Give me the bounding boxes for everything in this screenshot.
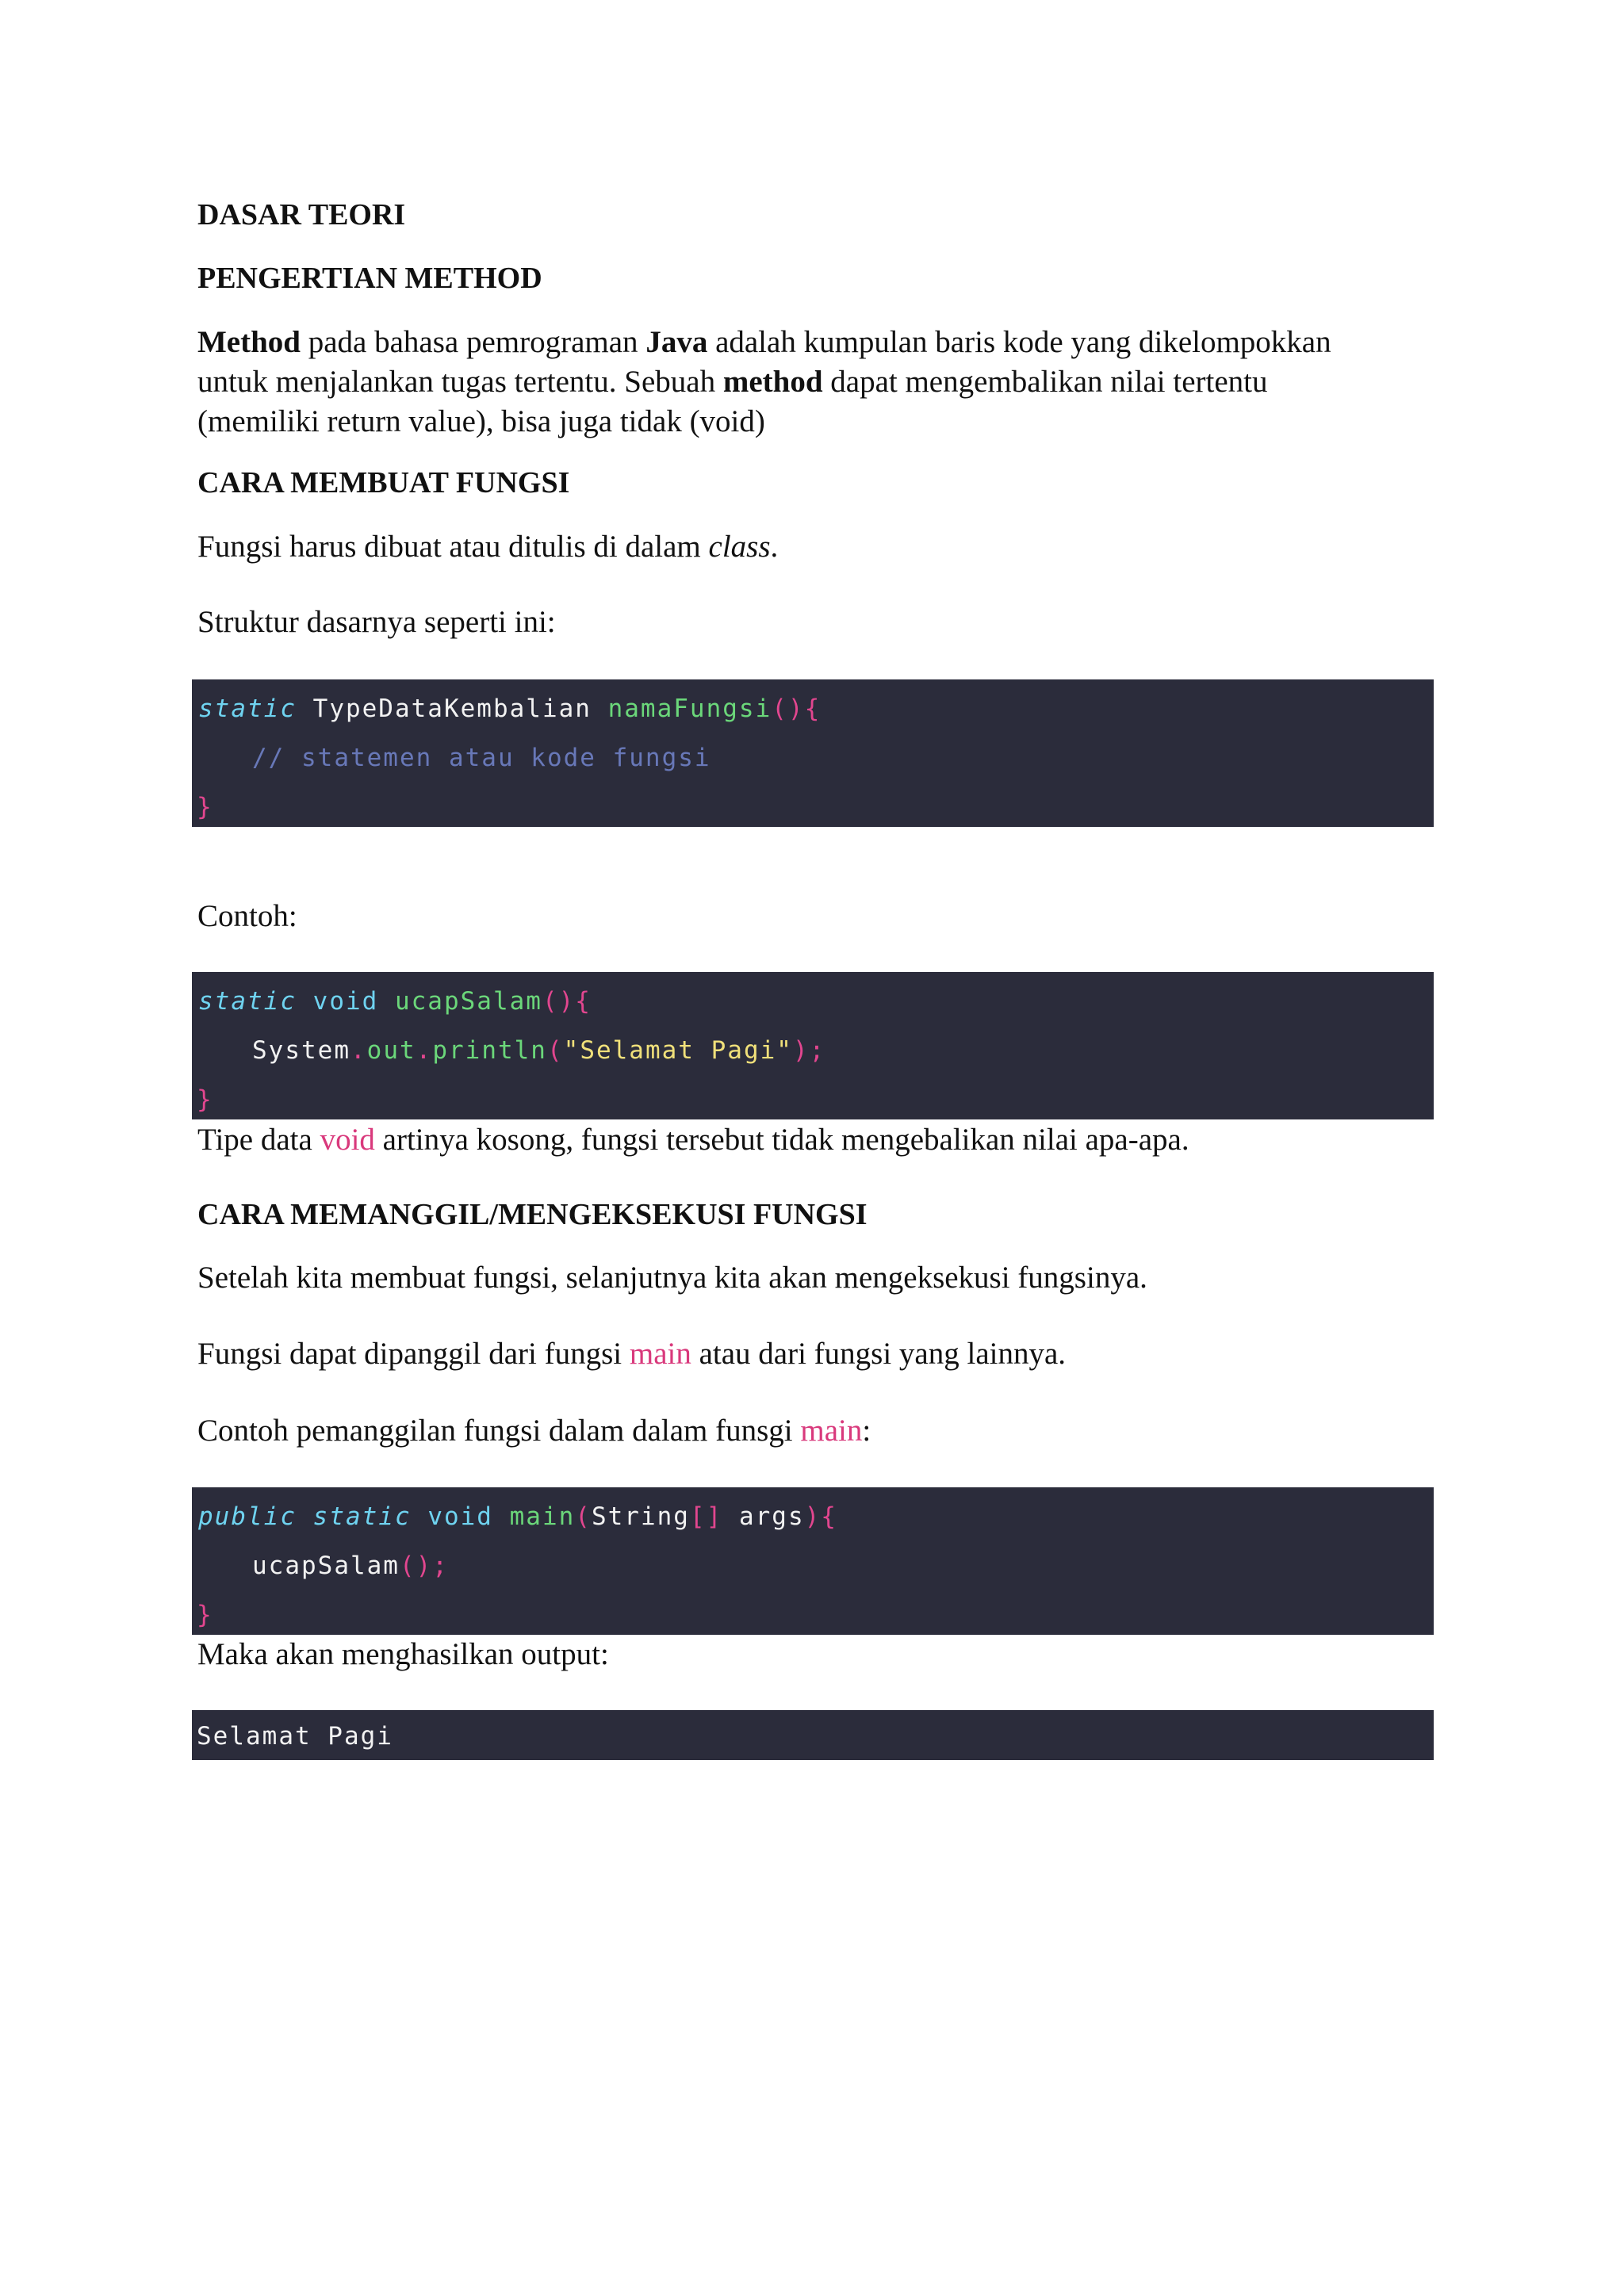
membuat-paragraph-1: Fungsi harus dibuat atau ditulis di dalam class. (197, 530, 779, 564)
code-block-example (192, 972, 1434, 1119)
memanggil-paragraph-3: Contoh pemanggilan fungsi dalam dalam funsgi main: (197, 1414, 871, 1448)
code-comment: // statemen atau kode fungsi (252, 744, 711, 772)
code-line-2: ucapSalam(); (252, 1552, 449, 1580)
output-block (192, 1710, 1434, 1760)
term-void: void (320, 1123, 375, 1157)
intro-line-3: (memiliki return value), bisa juga tidak (void) (197, 404, 765, 438)
term-main: main (629, 1337, 691, 1371)
contoh-label: Contoh: (197, 899, 297, 933)
code-closing-brace: } (197, 1085, 213, 1114)
heading-dasar-teori: DASAR TEORI (197, 198, 406, 232)
code-closing-brace: } (197, 1601, 213, 1629)
code-line-1: public static void main(String[] args){ (198, 1502, 837, 1531)
heading-cara-memanggil: CARA MEMANGGIL/MENGEKSEKUSI FUNGSI (197, 1198, 868, 1231)
code-closing-brace: } (197, 793, 213, 821)
term-java: Java (645, 325, 708, 359)
memanggil-paragraph-2: Fungsi dapat dipanggil dari fungsi main atau dari fungsi yang lainnya. (197, 1337, 1067, 1371)
memanggil-paragraph-1: Setelah kita membuat fungsi, selanjutnya kita akan mengeksekusi fungsinya. (197, 1261, 1147, 1295)
output-text: Selamat Pagi (197, 1722, 393, 1751)
heading-cara-membuat: CARA MEMBUAT FUNGSI (197, 466, 570, 499)
membuat-paragraph-2: Struktur dasarnya seperti ini: (197, 605, 556, 639)
intro-line-2: untuk menjalankan tugas tertentu. Sebuah method dapat mengembalikan nilai tertentu (197, 365, 1268, 399)
code-block-call (192, 1487, 1434, 1635)
code-line-2: System.out.println("Selamat Pagi"); (252, 1036, 826, 1065)
heading-pengertian-method: PENGERTIAN METHOD (197, 262, 542, 295)
term-method: Method (197, 325, 301, 359)
code-line-1: static TypeDataKembalian namaFungsi(){ (198, 695, 822, 723)
term-main-2: main (800, 1414, 863, 1448)
intro-line-1: Method pada bahasa pemrograman Java adalah kumpulan baris kode yang dikelompokkan (197, 325, 1331, 359)
output-label: Maka akan menghasilkan output: (197, 1637, 609, 1671)
term-method-2: method (722, 365, 823, 399)
code-block-structure (192, 679, 1434, 827)
term-class: class (708, 530, 771, 564)
void-note: Tipe data void artinya kosong, fungsi tersebut tidak mengebalikan nilai apa-apa. (197, 1123, 1189, 1157)
code-line-1: static void ucapSalam(){ (198, 987, 592, 1016)
